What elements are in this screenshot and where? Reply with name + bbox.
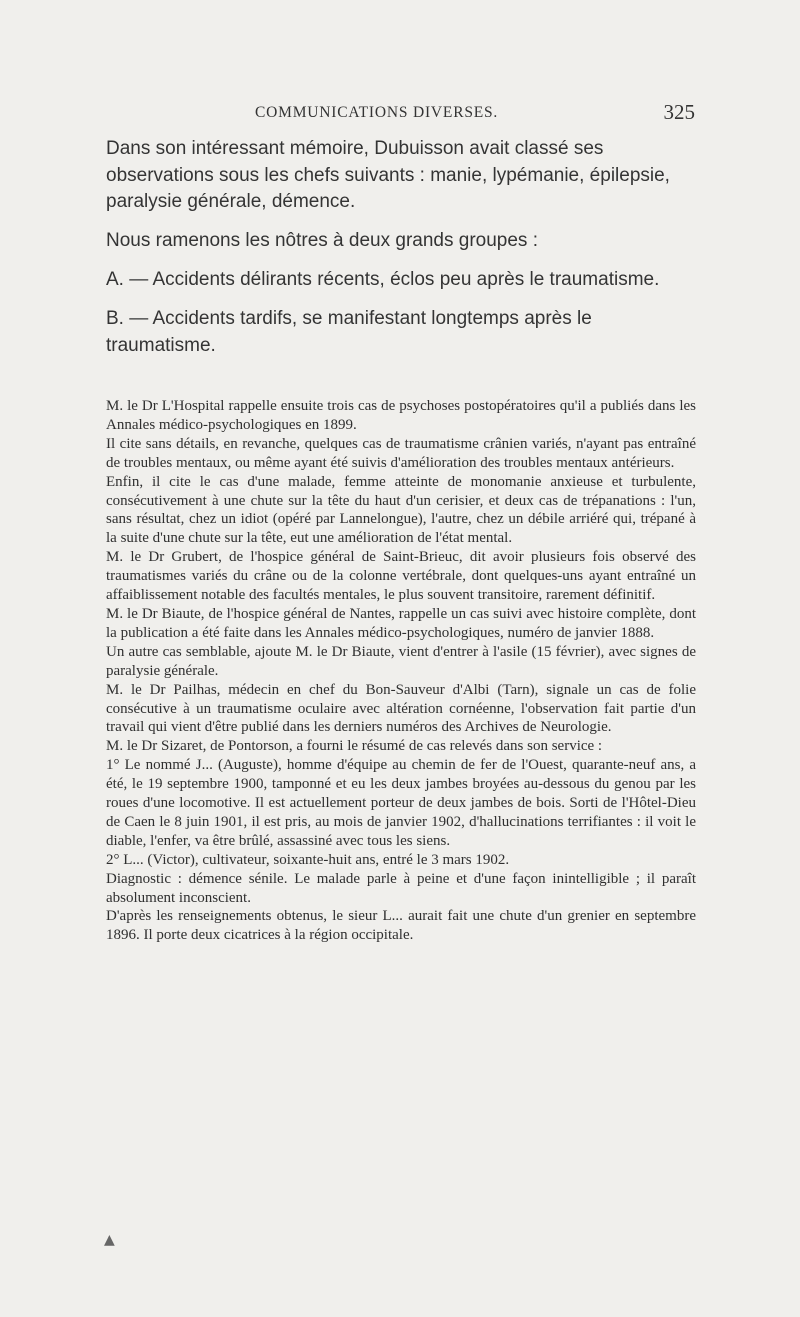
paragraph: Enfin, il cite le cas d'une malade, femme atteinte de monomanie anxieuse et turbulente, consécutivement à une chute sur la tête du haut d'un cerisier, et deux cas de trépanations : l'un, sans résultat, chez un idiot (opéré par Lannelongue), l'autre, chez un débile arriéré qui, trépané à la suite d'une chute sur la tête, eut une amélioration de l'état mental. [106,473,696,547]
paragraph: M. le Dr Grubert, de l'hospice général de Saint-Brieuc, dit avoir plusieurs fois observé des traumatismes variés du crâne ou de la colonne vertébrale, dont quelques-uns ayant entraîné un affaiblissement notable des facultés mentales, le plus souvent transitoire, rarement définitif. [106,549,696,604]
page-number: 325 [663,100,695,124]
paragraph: D'après les renseignements obtenus, le sieur L... aurait fait une chute d'un grenier en septembre 1896. Il porte deux cicatrices à la région occipitale. [106,908,696,944]
paragraph: B. — Accidents tardifs, se manifestant longtemps après le traumatisme. [106,308,592,356]
paragraph: M. le Dr Pailhas, médecin en chef du Bon-Sauveur d'Albi (Tarn), signale un cas de folie consécutive à un traumatisme oculaire avec altération cornéenne, l'observation fait partie d'un travail qui vient d'être publié dans les derniers numéros des Archives de Neurologie. [106,681,696,736]
discussion-text [106,397,696,945]
paragraph: M. le Dr L'Hospital rappelle ensuite trois cas de psychoses postopératoires qu'il a publiés dans les Annales médico-psychologiques en 1899. [106,398,696,433]
main-text [106,136,696,372]
paragraph: Dans son intéressant mémoire, Dubuisson avait classé ses observations sous les chefs suivants : manie, lypémanie, épilepsie, paralysie générale, démence. [106,138,670,212]
paragraph: M. le Dr Sizaret, de Pontorson, a fourni le résumé de cas relevés dans son service : [106,738,603,755]
paragraph: 2° L... (Victor), cultivateur, soixante-huit ans, entré le 3 mars 1902. [106,851,510,868]
paragraph: Diagnostic : démence sénile. Le malade parle à peine et d'une façon inintelligible ; il paraît absolument inconscient. [106,870,696,906]
running-title: COMMUNICATIONS DIVERSES. [255,104,499,121]
paragraph: Il cite sans détails, en revanche, quelques cas de traumatisme crânien variés, n'ayant pas entraîné de troubles mentaux, ou même ayant été suivis d'amélioration des troubles mentaux antérieurs. [106,435,696,471]
paragraph: A. — Accidents délirants récents, éclos peu après le traumatisme. [106,269,660,290]
paragraph: M. le Dr Biaute, de l'hospice général de Nantes, rappelle un cas suivi avec histoire complète, dont la publication a été faite dans les Annales médico-psychologiques, numéro de janvier 1888. [106,605,696,641]
paragraph: Nous ramenons les nôtres à deux grands groupes : [106,230,538,251]
page-header [255,100,695,128]
paragraph: 1° Le nommé J... (Auguste), homme d'équipe au chemin de fer de l'Ouest, quarante-neuf ans, a été, le 19 septembre 1900, tamponné et eu les deux jambes broyées au-dessous du genou par les roues d'une locomotive. Il est actuellement porteur de deux jambes de bois. Sorti de l'Hôtel-Dieu de Caen le 8 juin 1901, il est pris, au mois de janvier 1902, d'hallucinations terrifiantes : il voit le diable, l'enfer, va être brûlé, assassiné avec tous les siens. [106,757,696,849]
paragraph: Un autre cas semblable, ajoute M. le Dr Biaute, vient d'entrer à l'asile (15 février), avec signes de paralysie générale. [106,643,696,679]
stray-mark: ▲ [104,1232,115,1248]
